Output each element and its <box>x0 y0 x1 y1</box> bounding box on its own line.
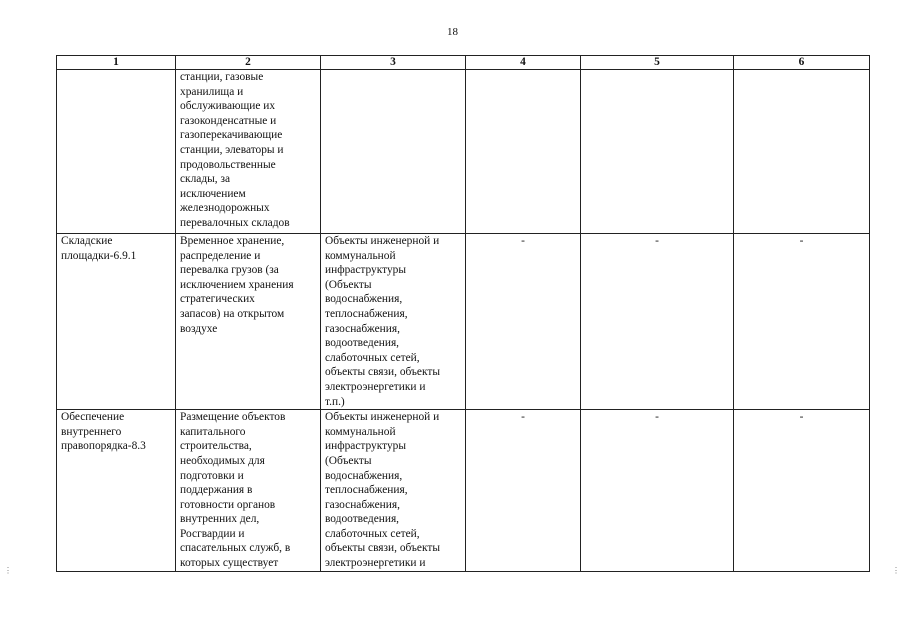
table-row-continued <box>57 70 870 234</box>
cell-use-type: Обеспечение внутреннего правопорядка-8.3 <box>57 410 176 572</box>
cell-col-6: - <box>734 410 870 572</box>
table-row-storage-areas <box>57 234 870 410</box>
cell-use-type: Складские площадки-6.9.1 <box>57 234 176 410</box>
cell-description: Временное хранение, распределение и перевалка грузов (за исключением хранения стратегических запасов) на открытом воздухе <box>176 234 321 410</box>
cell-col-5: - <box>581 234 734 410</box>
cell-auxiliary-uses: Объекты инженерной и коммунальной инфраструктуры (Объекты водоснабжения, теплоснабжения, газоснабжения, водоотведения, слаботочных сетей, объекты связи, объекты электроэнергетики и т.п.) <box>321 234 466 410</box>
land-use-table <box>56 55 870 572</box>
cell-auxiliary-uses: Объекты инженерной и коммунальной инфраструктуры (Объекты водоснабжения, теплоснабжения, газоснабжения, водоотведения, слаботочных сетей, объекты связи, объекты электроэнергетики и <box>321 410 466 572</box>
cell-description: Размещение объектов капитального строительства, необходимых для подготовки и поддержания в готовности органов внутренних дел, Росгвардии и спасательных служб, в которых существует <box>176 410 321 572</box>
header-col-6: 6 <box>734 56 870 70</box>
header-col-1: 1 <box>57 56 176 70</box>
cell-col-5: - <box>581 410 734 572</box>
cell-col-4 <box>466 70 581 234</box>
cell-col-4: - <box>466 234 581 410</box>
table-header-row <box>57 56 870 70</box>
cell-auxiliary-uses <box>321 70 466 234</box>
cell-use-type <box>57 70 176 234</box>
cell-description: станции, газовые хранилища и обслуживающие их газоконденсатные и газоперекачивающие станции, элеваторы и продовольственные склады, за исключением железнодорожных перевалочных складов <box>176 70 321 234</box>
header-col-2: 2 <box>176 56 321 70</box>
cell-col-6 <box>734 70 870 234</box>
cell-col-6: - <box>734 234 870 410</box>
page-number: 18 <box>447 26 458 38</box>
header-col-4: 4 <box>466 56 581 70</box>
header-col-5: 5 <box>581 56 734 70</box>
scan-edge-mark-left: ⋮ <box>4 566 12 575</box>
header-col-3: 3 <box>321 56 466 70</box>
scan-edge-mark-right: ⋮ <box>892 566 900 575</box>
cell-col-4: - <box>466 410 581 572</box>
table-row-law-enforcement <box>57 410 870 572</box>
cell-col-5 <box>581 70 734 234</box>
